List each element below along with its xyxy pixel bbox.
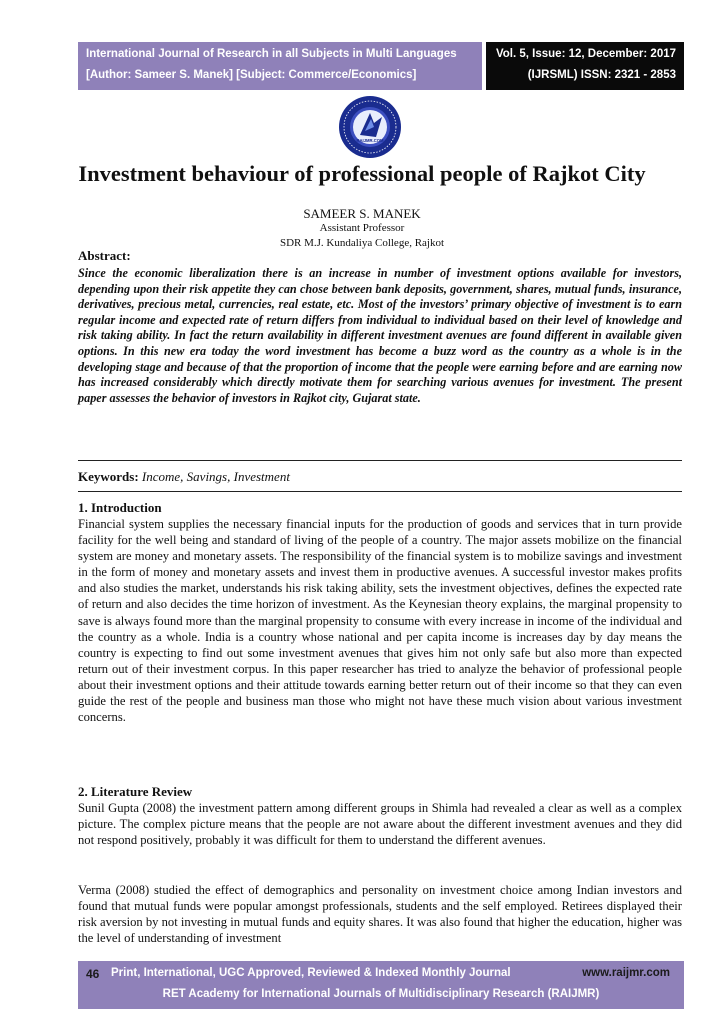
journal-seal-icon [338, 95, 402, 159]
journal-name: International Journal of Research in all Subjects in Multi Languages [86, 48, 457, 60]
paper-title: Investment behaviour of professional people of Rajkot City [78, 161, 646, 186]
author-role: Assistant Professor [319, 222, 405, 234]
literature-paragraph-1: Sunil Gupta (2008) the investment pattern among different groups in Shimla had revealed a clear as well as a complex picture. The complex picture means that the people are not aware about the different investment avenues and they did not respond positively, probably it was difficult for them to understand the different avenues. [78, 801, 682, 848]
keywords-line [78, 469, 290, 485]
footer-website: www.raijmr.com [582, 967, 670, 979]
author-name: SAMEER S. MANEK [303, 206, 421, 221]
introduction-body: Financial system supplies the necessary financial inputs for the production of goods and services that in turn provide facility for the well being and standard of living of the people of a country. The major assets mobilize on the financial system are money and monetary assets. The responsibility of the financial system is to mobilize savings and investment in the form of money and monetary assets and invest them in productive avenues. A successful investor makes profits and also studies the market, understands his risk taking ability, sets the investment objectives, defines the expected rate of return and also decides the time horizon of investment. As the Keynesian theory explains, the marginal propensity to save is always found more than the marginal propensity to consume with every increase in income of the individual and the country as a whole. India is a country whose national and per capita income is increases day by day means the country is expecting to find out some investment avenues that gives him not only safe but also more than expected return out of their investment corpus. In this paper researcher has tried to analyze the behavior of professional people about their investment options and their attitude towards earning better return out of their income so that they can even guide the rest of the people and business man those who might not have these much vision about various investment concerns. [78, 517, 682, 725]
seal-text: RAIJMR.COM [356, 138, 384, 143]
abstract-body: Since the economic liberalization there is an increase in number of investment options available for investors, depending upon their risk appetite they can chose between bank deposits, government, shares, mutual funds, insurance, derivatives, precious metal, currencies, real estate, etc. Most of the investors’ primary objective of investment is to earn regular income and expected rate of return differs from individual to individual based on their level of knowledge and risk taking ability. In fact the return availability in different investment avenues are found different in available given options. In this new era today the word investment has become a buzz word as the country as a whole is in the developing stage and because of that the proportion of income that the people were earning before and are earning now has increased considerably which directly motivate them for searching various avenues for investment. The present paper assesses the behavior of investors in Rajkot city, Gujarat state. [78, 266, 682, 405]
author-subject-line: [Author: Sameer S. Manek] [Subject: Commerce/Economics] [86, 69, 417, 81]
literature-heading: 2. Literature Review [78, 784, 193, 799]
keywords-label: Keywords: [78, 469, 139, 484]
footer-band [78, 961, 684, 1009]
introduction-heading: 1. Introduction [78, 500, 162, 515]
page-number: 46 [86, 967, 100, 981]
abstract-heading: Abstract: [78, 248, 131, 263]
author-college: SDR M.J. Kundaliya College, Rajkot [279, 237, 445, 249]
volume-issue: Vol. 5, Issue: 12, December: 2017 [495, 48, 676, 60]
divider-top [78, 460, 682, 461]
divider-bottom [78, 491, 682, 492]
issn: (IJRSML) ISSN: 2321 - 2853 [527, 69, 676, 81]
header-left-band [78, 42, 482, 90]
footer-journal-text: Print, International, UGC Approved, Reviewed & Indexed Monthly Journal [111, 967, 511, 979]
literature-paragraph-2: Verma (2008) studied the effect of demographics and personality on investment choice among Indian investors and found that mutual funds were popular amongst professionals, students and the self employed. Retirees displayed their risk aversion by not investing in mutual funds and equity shares. It was also found that higher the education, higher was the level of understanding of investment [78, 883, 682, 946]
header-right-band [486, 42, 684, 90]
keywords-value: Income, Savings, Investment [141, 469, 290, 484]
footer-academy: RET Academy for International Journals of Multidisciplinary Research (RAIJMR) [162, 988, 600, 1000]
